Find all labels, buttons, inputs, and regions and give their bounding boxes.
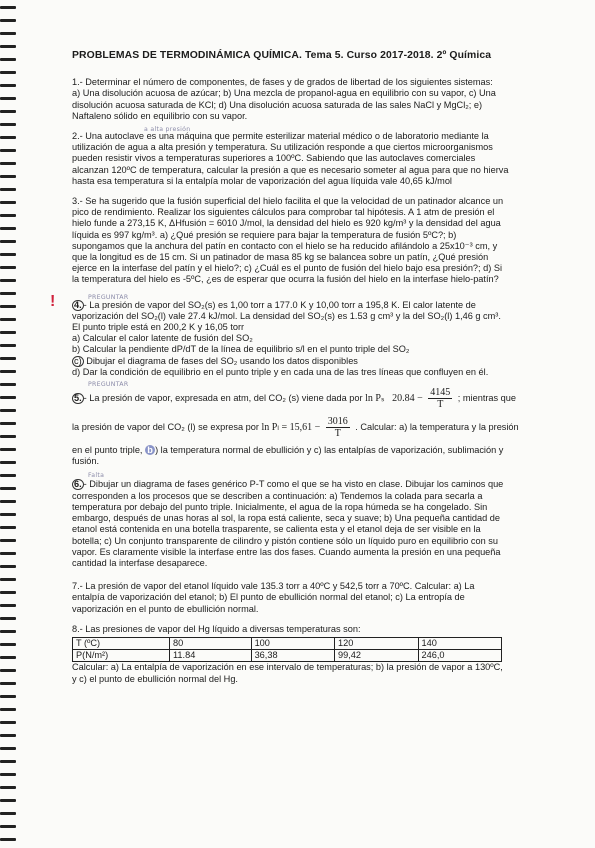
binding-ring (0, 643, 16, 646)
binding-ring (0, 422, 16, 425)
binding-ring (0, 45, 16, 48)
problem-2-line: 2.- Una autoclave es una máquina que permite esterilizar material médico o de laboratorio mediante la (72, 131, 489, 142)
problem-6-line: etanol está contenida en una botella trasparente, se calienta esta y el etanol deja de ser visible en la (72, 524, 481, 535)
binding-ring (0, 591, 16, 594)
problem-6-line: 6. - Dibujar un diagrama de fases genérico P-T como el que se ha visto en clase. Dibujar los caminos que (74, 479, 504, 490)
problem-3 (72, 196, 582, 286)
binding-ring (0, 773, 16, 776)
binding-ring (0, 461, 16, 464)
problem-6-line: vapor. Es claramente visible la interfase entre las dos fases. Cuando aumenta la presión en una pequeña (72, 546, 501, 557)
problem-3-line: líquida es 997 kg/m³. a) ¿Qué presión se requiere para bajar la temperatura de fusión 5ºC?; b) (72, 229, 457, 240)
problem-6-line: embargo, después de unas horas al sol, la ropa está caliente, seca y suave; b) Una pequeña cantidad de (72, 513, 501, 524)
binding-ring (0, 227, 16, 230)
problem-2 (72, 126, 582, 187)
problem-4-line: 4. - La presión de vapor del SO₂(s) es 1,00 torr a 177.0 K y 10,00 torr a 195,8 K. El calor latente de (74, 299, 476, 310)
binding-ring (0, 214, 16, 217)
problem-6-line: cantidad la interfase desaparece. (72, 557, 208, 568)
binding-ring (0, 526, 16, 529)
equation-liquid: ln Pₗ = 15,61 − $\frac{3016}{T}$ (261, 416, 348, 440)
binding-ring (0, 448, 16, 451)
problem-5-line: 5. - La presión de vapor, expresada en atm, del CO₂ (s) viene dada por ln Pₛ 20.84 − $\frac{4145}{T}$ ; mientras que (74, 387, 517, 411)
binding-ring (0, 136, 16, 139)
binding-ring (0, 396, 16, 399)
binding-ring (0, 383, 16, 386)
circled-option-c: c) (74, 355, 82, 366)
table-cell: 99,42 (335, 650, 418, 662)
problem-1-line: 1.- Determinar el número de componentes, de fases y de grados de libertad de los siguientes sistemas: (72, 77, 493, 88)
binding-ring (0, 318, 16, 321)
problem-2-line: utilización de agua a alta presión y temperatura. Su utilización responde a que ciertos microorganismos (72, 142, 493, 153)
problem-4-line: a) Calcular el calor latente de fusión del SO₂ (72, 333, 253, 344)
table-cell: 36,38 (251, 650, 334, 662)
binding-ring (0, 799, 16, 802)
problem-4-line: d) Dar la condición de equilibrio en el punto triple y en cada una de las tres líneas que confluyen en él. (72, 366, 489, 377)
table-cell: P(N/m²) (73, 650, 170, 662)
binding-ring (0, 630, 16, 633)
problem-5-line: en el punto triple, b ) la temperatura normal de ebullición y c) las entalpías de vaporización, sublimación y (72, 445, 504, 456)
problem-4-line: b) Calcular la pendiente dP/dT de la línea de equilibrio s/l en el punto triple del SO₂ (72, 344, 410, 355)
equation-solid: ln Pₛ 20.84 − $\frac{4145}{T}$ (365, 387, 451, 411)
problem-5-line: fusión. (72, 456, 100, 467)
binding-ring (0, 539, 16, 542)
binding-ring (0, 617, 16, 620)
binding-ring (0, 266, 16, 269)
binding-ring (0, 708, 16, 711)
table-cell: 100 (251, 637, 334, 649)
problem-4-line: vaporización del SO₂(l) vale 27.4 kJ/mol. La densidad del SO₂(s) es 1.53 g cm³ y la del SO₂(l) 1,46 g cm³. (72, 310, 501, 321)
problem-4-line: El punto triple está en 200,2 K y 16,05 torr (72, 322, 245, 333)
problem-5-line: la presión de vapor del CO₂ (l) se expresa por ln Pₗ = 15,61 − $\frac{3016}{T}$ . Calcular: a) la temperatura y la presión (72, 416, 519, 440)
problem-6-line: botella; c) Un conjunto transparente de cilindro y pistón contiene sólo un líquido puro en equilibrio con su (72, 535, 498, 546)
binding-ring (0, 565, 16, 568)
problem-5 (72, 381, 582, 467)
document-page (50, 50, 582, 694)
problem-1-line: disolución acuosa saturada de KCl; d) Una disolución acuosa saturada de las sales NaCl y MgCl₂; e) (72, 99, 483, 110)
problem-3-line: pico de rendimiento. Realizar los siguientes cálculos para comprobar tal hipótesis. A 1 atm de presión el (72, 207, 495, 218)
binding-ring (0, 344, 16, 347)
problem-8-line: Calcular: a) La entalpía de vaporización en ese intervalo de temperaturas; b) la presión de vapor a 130ºC, (72, 662, 503, 673)
binding-ring (0, 669, 16, 672)
table-row (73, 650, 502, 662)
binding-ring (0, 552, 16, 555)
table-cell: 246,0 (418, 650, 502, 662)
binding-ring (0, 305, 16, 308)
binding-ring (0, 812, 16, 815)
binding-ring (0, 578, 16, 581)
binding-ring (0, 292, 16, 295)
table-cell: 120 (335, 637, 418, 649)
binding-ring (0, 747, 16, 750)
exclamation-mark-icon: ! (50, 292, 56, 310)
binding-ring (0, 604, 16, 607)
table-cell: 11.84 (170, 650, 252, 662)
binding-ring (0, 240, 16, 243)
problem-7-line: 7.- La presión de vapor del etanol líquido vale 135.3 torr a 40ºC y 542,5 torr a 70ºC. Calcular: a) La (72, 581, 475, 592)
binding-ring (0, 357, 16, 360)
binding-ring (0, 721, 16, 724)
problem-7 (72, 581, 582, 615)
table-cell: 80 (170, 637, 252, 649)
problem-8-line: y c) el punto de ebullición normal del Hg. (72, 673, 238, 684)
binding-ring (0, 513, 16, 516)
problem-8 (72, 624, 582, 685)
problem-3-line: ejerce en la interfase del patín y el hielo?; c) ¿Cuál es el punto de fusión del hielo bajo esa presión?; d) Si (72, 263, 503, 274)
problem-7-line: entalpía de vaporización del etanol; b) El punto de ebullición normal del etanol; c) La entropía de (72, 592, 465, 603)
handwritten-note: a alta presión (144, 126, 191, 134)
problem-6-number: 6. (74, 479, 82, 490)
binding-ring (0, 162, 16, 165)
binding-ring (0, 760, 16, 763)
problem-3-line: supongamos que la anchura del patín en contacto con el hielo se ha reducido afilándolo a 25x10⁻³ cm, y (72, 240, 498, 251)
handwritten-note: PREGUNTAR (88, 293, 129, 301)
binding-ring (0, 695, 16, 698)
problem-1-line: Naftaleno sólido en equilibrio con su vapor. (72, 110, 248, 121)
problem-4-line: c) Dibujar el diagrama de fases del SO₂ usando los datos disponibles (74, 355, 358, 366)
problem-2-line: pueden resistir vivos a temperaturas superiores a 100ºC. Sabiendo que las autoclaves comerciales (72, 153, 476, 164)
binding-ring (0, 474, 16, 477)
problem-3-line: 3.- Se ha sugerido que la fusión superficial del hielo facilita el que la velocidad de un patinador alcance un (72, 196, 504, 207)
binding-ring (0, 6, 16, 9)
binding-ring (0, 201, 16, 204)
table-cell: T (ºC) (73, 637, 170, 649)
problem-6-line: corresponden a los procesos que se describen a continuación: a) Tendemos la colada para secarla a (72, 490, 483, 501)
binding-ring (0, 32, 16, 35)
binding-ring (0, 838, 16, 841)
binding-ring (0, 149, 16, 152)
binding-ring (0, 682, 16, 685)
problem-6-line: temperatura por debajo del punto triple. Inicialmente, el agua de la ropa húmeda se ha congelado. Sin (72, 501, 488, 512)
binding-ring (0, 84, 16, 87)
binding-ring (0, 97, 16, 100)
spiral-binding (0, 0, 20, 848)
problem-3-line: hielo funde a 273,15 K, ΔHfusión = 6010 J/mol, la densidad del hielo es 920 kg/m³ y la densidad del agua (72, 218, 501, 229)
binding-ring (0, 110, 16, 113)
binding-ring (0, 435, 16, 438)
binding-ring (0, 786, 16, 789)
problem-7-line: vaporización en el punto de ebullición normal. (72, 603, 259, 614)
binding-ring (0, 58, 16, 61)
binding-ring (0, 500, 16, 503)
problem-5-number: 5. (74, 392, 82, 403)
vapor-pressure-table (72, 637, 502, 662)
binding-ring (0, 19, 16, 22)
table-row (73, 637, 502, 649)
binding-ring (0, 331, 16, 334)
problem-1 (72, 77, 582, 122)
problem-4-number: 4. (74, 299, 82, 310)
handwritten-note: Falta (88, 472, 105, 480)
highlighted-option-b: b (145, 445, 155, 455)
binding-ring (0, 123, 16, 126)
binding-ring (0, 253, 16, 256)
binding-ring (0, 409, 16, 412)
problem-1-line: a) Una disolución acuosa de azúcar; b) Una mezcla de propanol-agua en equilibrio con su vapor, c) Una (72, 88, 496, 99)
problem-4 (50, 292, 582, 378)
problem-2-line: hasta esa temperatura si la entalpía molar de vaporización del agua líquida vale 40,65 kJ/mol (72, 175, 452, 186)
binding-ring (0, 656, 16, 659)
binding-ring (0, 188, 16, 191)
problem-8-intro: 8.- Las presiones de vapor del Hg líquido a diversas temperaturas son: (72, 623, 361, 634)
binding-ring (0, 370, 16, 373)
problem-2-line: alcanzan 120ºC de temperatura, calcular la presión a que es necesario someter al agua para que no hierva (72, 164, 509, 175)
binding-ring (0, 734, 16, 737)
binding-ring (0, 279, 16, 282)
handwritten-note: PREGUNTAR (88, 381, 129, 389)
page-title: PROBLEMAS DE TERMODINÁMICA QUÍMICA. Tema 5. Curso 2017-2018. 2º Química (72, 50, 492, 61)
problem-6 (72, 472, 582, 569)
table-cell: 140 (418, 637, 502, 649)
binding-ring (0, 487, 16, 490)
problem-3-line: la temperatura del hielo es -5ºC, ¿es de esperar que ocurra la fusión del hielo en la interfase hielo-patín? (72, 274, 499, 285)
binding-ring (0, 175, 16, 178)
problem-3-line: que la longitud es de 15 cm. Si un patinador de masa 85 kg se balancea sobre un patín, ¿Qué presión (72, 252, 489, 263)
binding-ring (0, 825, 16, 828)
binding-ring (0, 71, 16, 74)
